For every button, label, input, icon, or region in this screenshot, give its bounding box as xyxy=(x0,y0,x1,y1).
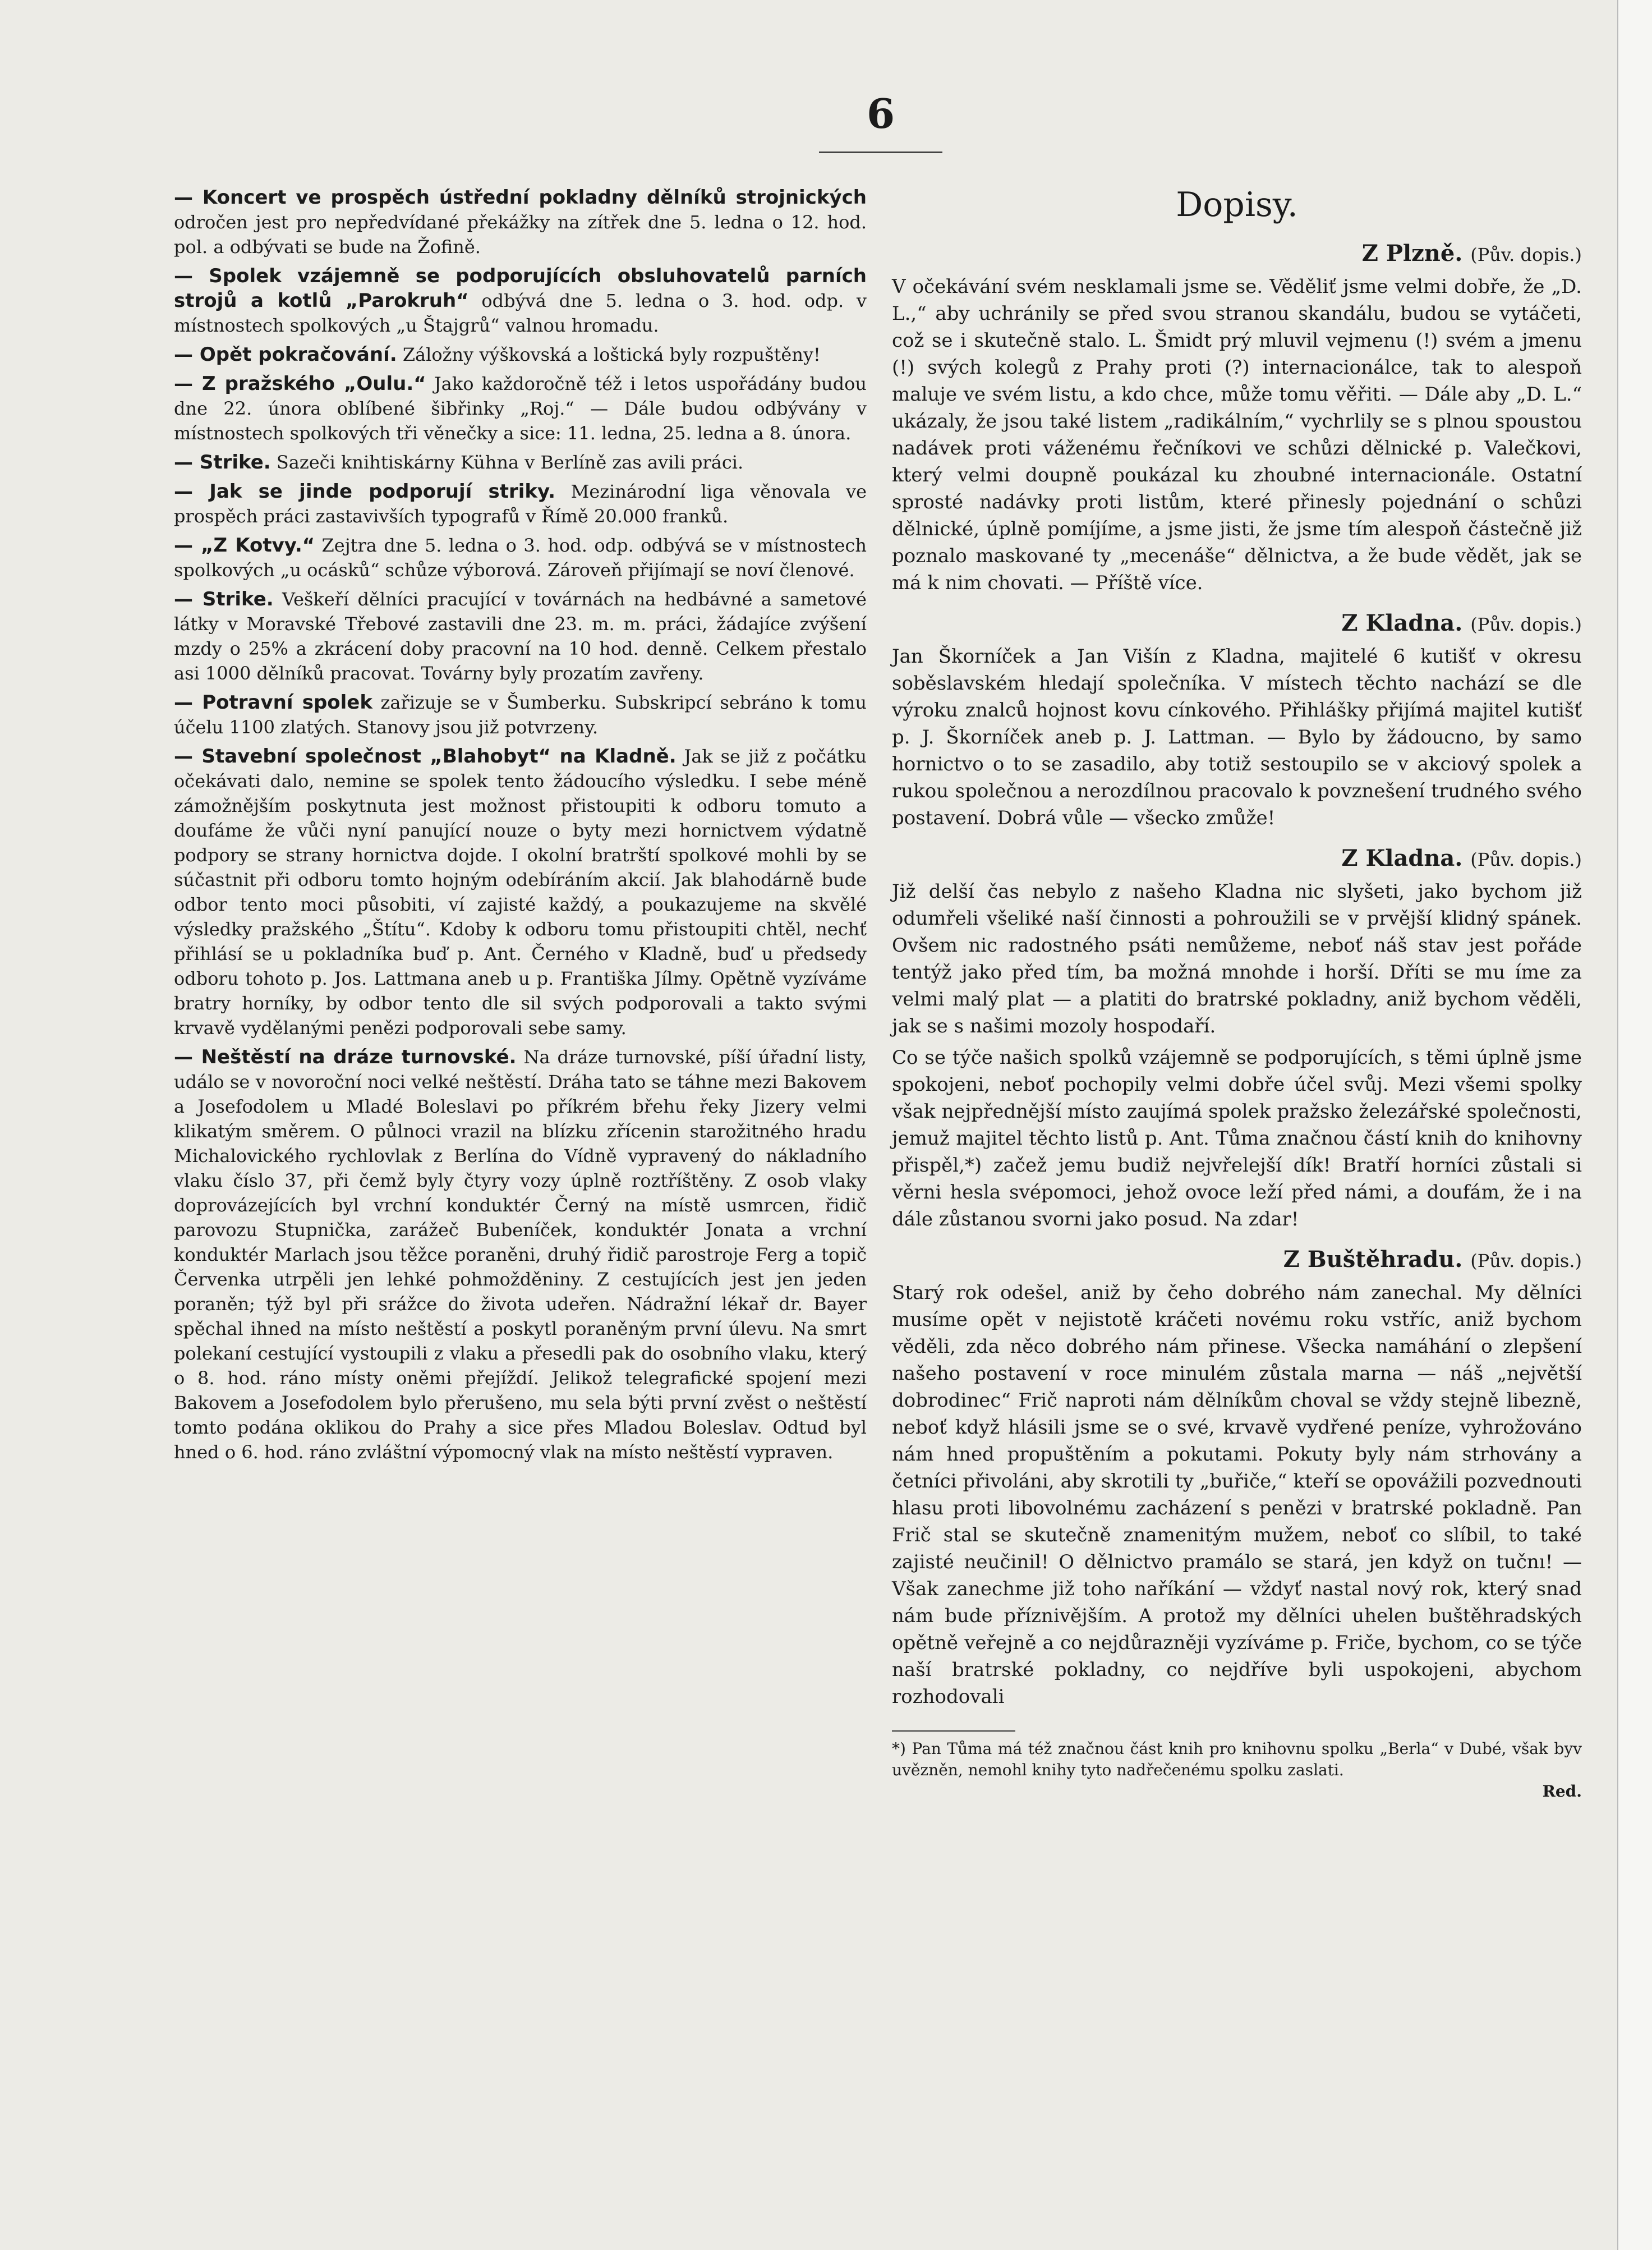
letter-paragraph: Co se týče našich spolků vzájemně se podporujících, s těmi úplně jsme spokojeni, neboť pochopily velmi dobře účel svůj. Mezi všemi spolky však nejpřednější místo zaujímá spolek pražsko železářské společnosti, jemuž majitel těchto listů p. Ant. Tůma značnou částí knih do knihovny přispěl,*) začež jemu budiž nejvřelejší dík! Bratří horníci zůstali si věrni hesla svépomoci, jehož ovoce leží před námi, a doufám, že i na dále zůstanou svorni jako posud. Na zdar! xyxy=(892,1046,1582,1230)
news-item-headline: — Spolek vzájemně se podporujících obsluhovatelů parních strojů a kotlů „Parokruh“ xyxy=(174,265,867,312)
news-item xyxy=(174,264,867,338)
letter-place: Z Kladna. xyxy=(1341,845,1463,871)
news-item xyxy=(174,1045,867,1464)
news-item-text: Zejtra dne 5. ledna o 3. hod. odp. odbývá se v místnostech spolkových „u ocásků“ schůze výborová. Zároveň přijímají se noví členové. xyxy=(174,535,867,581)
page-number: 6 xyxy=(866,90,895,137)
letter-dateline xyxy=(892,1246,1582,1273)
news-item xyxy=(174,479,867,529)
news-item-text: Jak se již z počátku očekávati dalo, nemine se spolek tento žádoucího výsledku. I sebe méně zámožnějším poskytnuta jest možnost přistoupiti k odboru tomuto a doufáme že vůči nyní panující nouze o byty mezi hornictvem výdatně podpory se strany hornictva dojde. I okolní bratrští spolkové mohli by se súčastnit při odboru tomto hojným odebíráním akcií. Jak blahodárně bude odbor tento moci působiti, ví zajisté každý, a poukazujeme na skvělé výsledky pražského „Štítu“. Kdoby k odboru tomu přistoupiti chtěl, nechť přihlásí se u pokladníka buď p. Ant. Černého v Kladně, buď u předsedy odboru tohoto p. Jos. Lattmana aneb u p. Františka Jílmy. Opětně vyzíváme bratry horníky, by odbor tento dle sil svých podporovali a takto svými krvavě vydělanými penězi podporovali sebe samy. xyxy=(174,746,867,1039)
letter-dateline xyxy=(892,845,1582,871)
news-item-text: Jako každoročně též i letos uspořádány budou dne 22. února oblíbené šibřinky „Roj.“ — Dále budou odbývány v místnostech spolkových tři věnečky a sice: 11. ledna, 25. ledna a 8. února. xyxy=(174,373,867,444)
news-item xyxy=(174,185,867,259)
letter-place: Z Plzně. xyxy=(1361,240,1463,267)
news-item xyxy=(174,690,867,740)
left-column xyxy=(174,185,867,1469)
news-item-text: odročen jest pro nepředvídané překážky na zítřek dne 5. ledna o 12. hod. pol. a odbývati se bude na Žofině. xyxy=(174,212,867,258)
news-item xyxy=(174,450,867,475)
letter-place: Z Kladna. xyxy=(1341,610,1463,636)
footnote-signature: Red. xyxy=(1542,1782,1582,1801)
news-item-headline: — Neštěstí na dráze turnovské. xyxy=(174,1046,517,1068)
news-item xyxy=(174,371,867,446)
letter-source: (Pův. dopis.) xyxy=(1470,244,1582,265)
page-edge xyxy=(1617,0,1652,2250)
letter-dateline xyxy=(892,240,1582,267)
right-column xyxy=(892,185,1582,1802)
news-item-headline: — Opět pokračování. xyxy=(174,343,397,366)
letter-place: Z Buštěhradu. xyxy=(1283,1246,1463,1273)
news-item-text: Na dráze turnovské, píší úřadní listy, událo se v novoroční noci velké neštěstí. Dráha tato se táhne mezi Bakovem a Josefodolem u Mladé Boleslavi po příkrém břehu řeky Jizery velmi klikatým směrem. O půlnoci vrazil na blízku zřícenin starožitného hradu Michalovického rychlovlak z Berlína do Vídně vypravený do nákladního vlaku číslo 37, při čemž byly čtyry vozy úplně roztříštěny. Z osob vlaky doprovázejících byl vrchní konduktér Černý na místě usmrcen, řidič parovozu Stupnička, zarážeč Bubeníček, konduktér Jonata a vrchní konduktér Marlach jsou těžce poraněni, druhý řidič parostroje Ferg a topič Červenka utrpěli jen lehké pohmožděniny. Z cestujících jest jen jeden poraněn; týž byl při srážce do života udeřen. Nádražní lékař dr. Bayer spěchal ihned na místo neštěstí a poskytl poraněným první úlevu. Na smrt polekaní cestující vystoupili z vlaku a přesedli pak do osobního vlaku, který o 8. hod. ráno místy oněmi přejíždí. Jelikož telegrafické spojení mezi Bakovem a Josefodolem bylo přerušeno, mu sela býti první zvěst o neštěstí tomto podána oklikou do Prahy a sice přes Mladou Boleslav. Odtud byl hned o 6. hod. ráno zvláštní výpomocný vlak na místo neštěstí vypraven. xyxy=(174,1046,867,1463)
footnote-text: *) Pan Tůma má též značnou část knih pro knihovnu spolku „Berla“ v Dubé, však byv uvězněn, nemohl knihy tyto nadřečenému spolku zaslati. xyxy=(892,1739,1582,1779)
letter-paragraph: Starý rok odešel, aniž by čeho dobrého nám zanechal. My dělníci musíme opět v nejistotě kráčeti novému roku vstříc, aniž bychom věděli, zda něco dobrého nám přinese. Všecka namáhání o zlepšení našeho postavení v roce minulém zůstala marna — náš „největší dobrodinec“ Frič naproti nám dělníkům choval se vždy stejně libezně, neboť když hlásili jsme se o své, krvavě vydřené peníze, vyhrožováno nám hned propuštěním a pokutami. Pokuty byly nám strhovány a četníci přivoláni, aby skrotili ty „buřiče,“ kteří se opovážili pozvednouti hlasu proti libovolnému zacházení s penězi v bratrské pokladně. Pan Frič stal se skutečně znamenitým mužem, neboť co slíbil, to také zajisté neučinil! O dělnictvo pramálo se stará, jen když on tučnı! — Však zanechme již toho naříkání — vždyť nastal nový rok, který snad nám bude příznivějším. A protož my dělníci uhelen buštěhradských opětně veřejně a co nejdůrazněji vyzíváme p. Friče, bychom, co se týče naší bratrské pokladny, co nejdříve byli uspokojeni, abychom rozhodovali xyxy=(892,1282,1582,1708)
news-item-headline: — Strike. xyxy=(174,588,274,610)
news-item-headline: — Strike. xyxy=(174,451,271,474)
news-item xyxy=(174,533,867,582)
news-item-headline: — Stavební společnost „Blahobyt“ na Kladně. xyxy=(174,745,677,768)
news-item xyxy=(174,744,867,1040)
news-item-text: Sazeči knihtiskárny Kühna v Berlíně zas avili práci. xyxy=(270,452,744,473)
news-item xyxy=(174,587,867,686)
letter-paragraph: Jan Škorníček a Jan Višín z Kladna, majitelé 6 kutišť v okresu soběslavském hledají společníka. V místech těchto nachází se dle výroku znalců hojnost kovu cínkového. Přihlášky přijímá majitel kutišť p. J. Škorníček aneb p. J. Lattman. — Bylo by žádoucno, by samo hornictvo o to se zasadilo, aby totiž sestoupilo se v akciový spolek a rukou společnou a nerozdílnou pracovalo k povznešení trudného svého postavení. Dobrá vůle — všecko zmůže! xyxy=(892,645,1582,829)
news-item-text: Mezinárodní liga věnovala ve prospěch práci zastavivších typografů v Římě 20.000 franků. xyxy=(174,481,867,527)
footnote-rule xyxy=(892,1730,1015,1732)
footnote xyxy=(892,1738,1582,1802)
news-item-headline: — Z pražského „Oulu.“ xyxy=(174,373,426,395)
news-item-headline: — Jak se jinde podporují striky. xyxy=(174,480,556,503)
news-item-text: odbývá dne 5. ledna o 3. hod. odp. v místnostech spolkových „u Štajgrů“ valnou hromadu. xyxy=(174,290,867,336)
news-item-text: Záložny výškovská a loštická byly rozpuštěny! xyxy=(397,344,821,365)
news-item-headline: — Potravní spolek xyxy=(174,691,372,714)
page-number-rule xyxy=(819,151,942,153)
section-title: Dopisy. xyxy=(1176,185,1298,224)
letter-paragraph: V očekávání svém nesklamali jsme se. Věděliť jsme velmi dobře, že „D. L.,“ aby uchránily se před svou stranou skandálu, budou se vytáčeti, což se i skutečně stalo. L. Šmidt prý mluvil vejmenu (!) svém a jmenu (!) svých kolegů z Prahy proti (?) internacionálce, tak to alespoň maluje ve svém listu, a kdo chce, může tomu věřiti. — Dále aby „D. L.“ ukázaly, že jsou také listem „radikálním,“ vychrlily se s plnou spoustou nadávek proti váženému řečníkovi ve schůzi dělnické p. Valečkovi, který velmi doupně poukázal ku zhoubné internacionále. Ostatní sprosté nadávky proti listům, které přinesly pojednání o schůzi dělnické, úplně pomíjíme, a jsme jisti, že jsme tím alespoň částečně již poznalo maskované ty „mecenáše“ dělnictva, a že bude vědět, jak se má k nim chovati. — Příště více. xyxy=(892,275,1582,594)
news-item-text: zařizuje se v Šumberku. Subskripcí sebráno k tomu účelu 1100 zlatých. Stanovy jsou již potvrzeny. xyxy=(174,692,867,738)
news-item-headline: — „Z Kotvy.“ xyxy=(174,534,315,557)
letter-source: (Pův. dopis.) xyxy=(1470,849,1582,870)
letter-source: (Pův. dopis.) xyxy=(1470,614,1582,635)
news-item xyxy=(174,342,867,367)
letter-paragraph: Již delší čas nebylo z našeho Kladna nic slyšeti, jako bychom již odumřeli všeliké naší činnosti a pohroužili se v prvější klidný spánek. Ovšem nic radostného psáti nemůžeme, neboť náš stav jest pořáde tentýž jako před tím, ba možná mnohde i horší. Dříti se mu íme za velmi malý plat — a platiti do bratrské pokladny, aniž bychom věděli, jak se s našimi mozoly hospodaří. xyxy=(892,880,1582,1037)
news-item-headline: — Koncert ve prospěch ústřední pokladny dělníků strojnických xyxy=(174,186,867,209)
news-item-text: Veškeří dělníci pracující v továrnách na hedbávné a sametové látky v Moravské Třebové zastavili dne 23. m. m. práci, žádajíce zvýšení mzdy o 25% a zkrácení doby pracovní na 10 hod. denně. Celkem přestalo asi 1000 dělníků pracovat. Továrny byly prozatím zavřeny. xyxy=(174,589,867,684)
letter-source: (Pův. dopis.) xyxy=(1470,1250,1582,1271)
letter-dateline xyxy=(892,610,1582,636)
